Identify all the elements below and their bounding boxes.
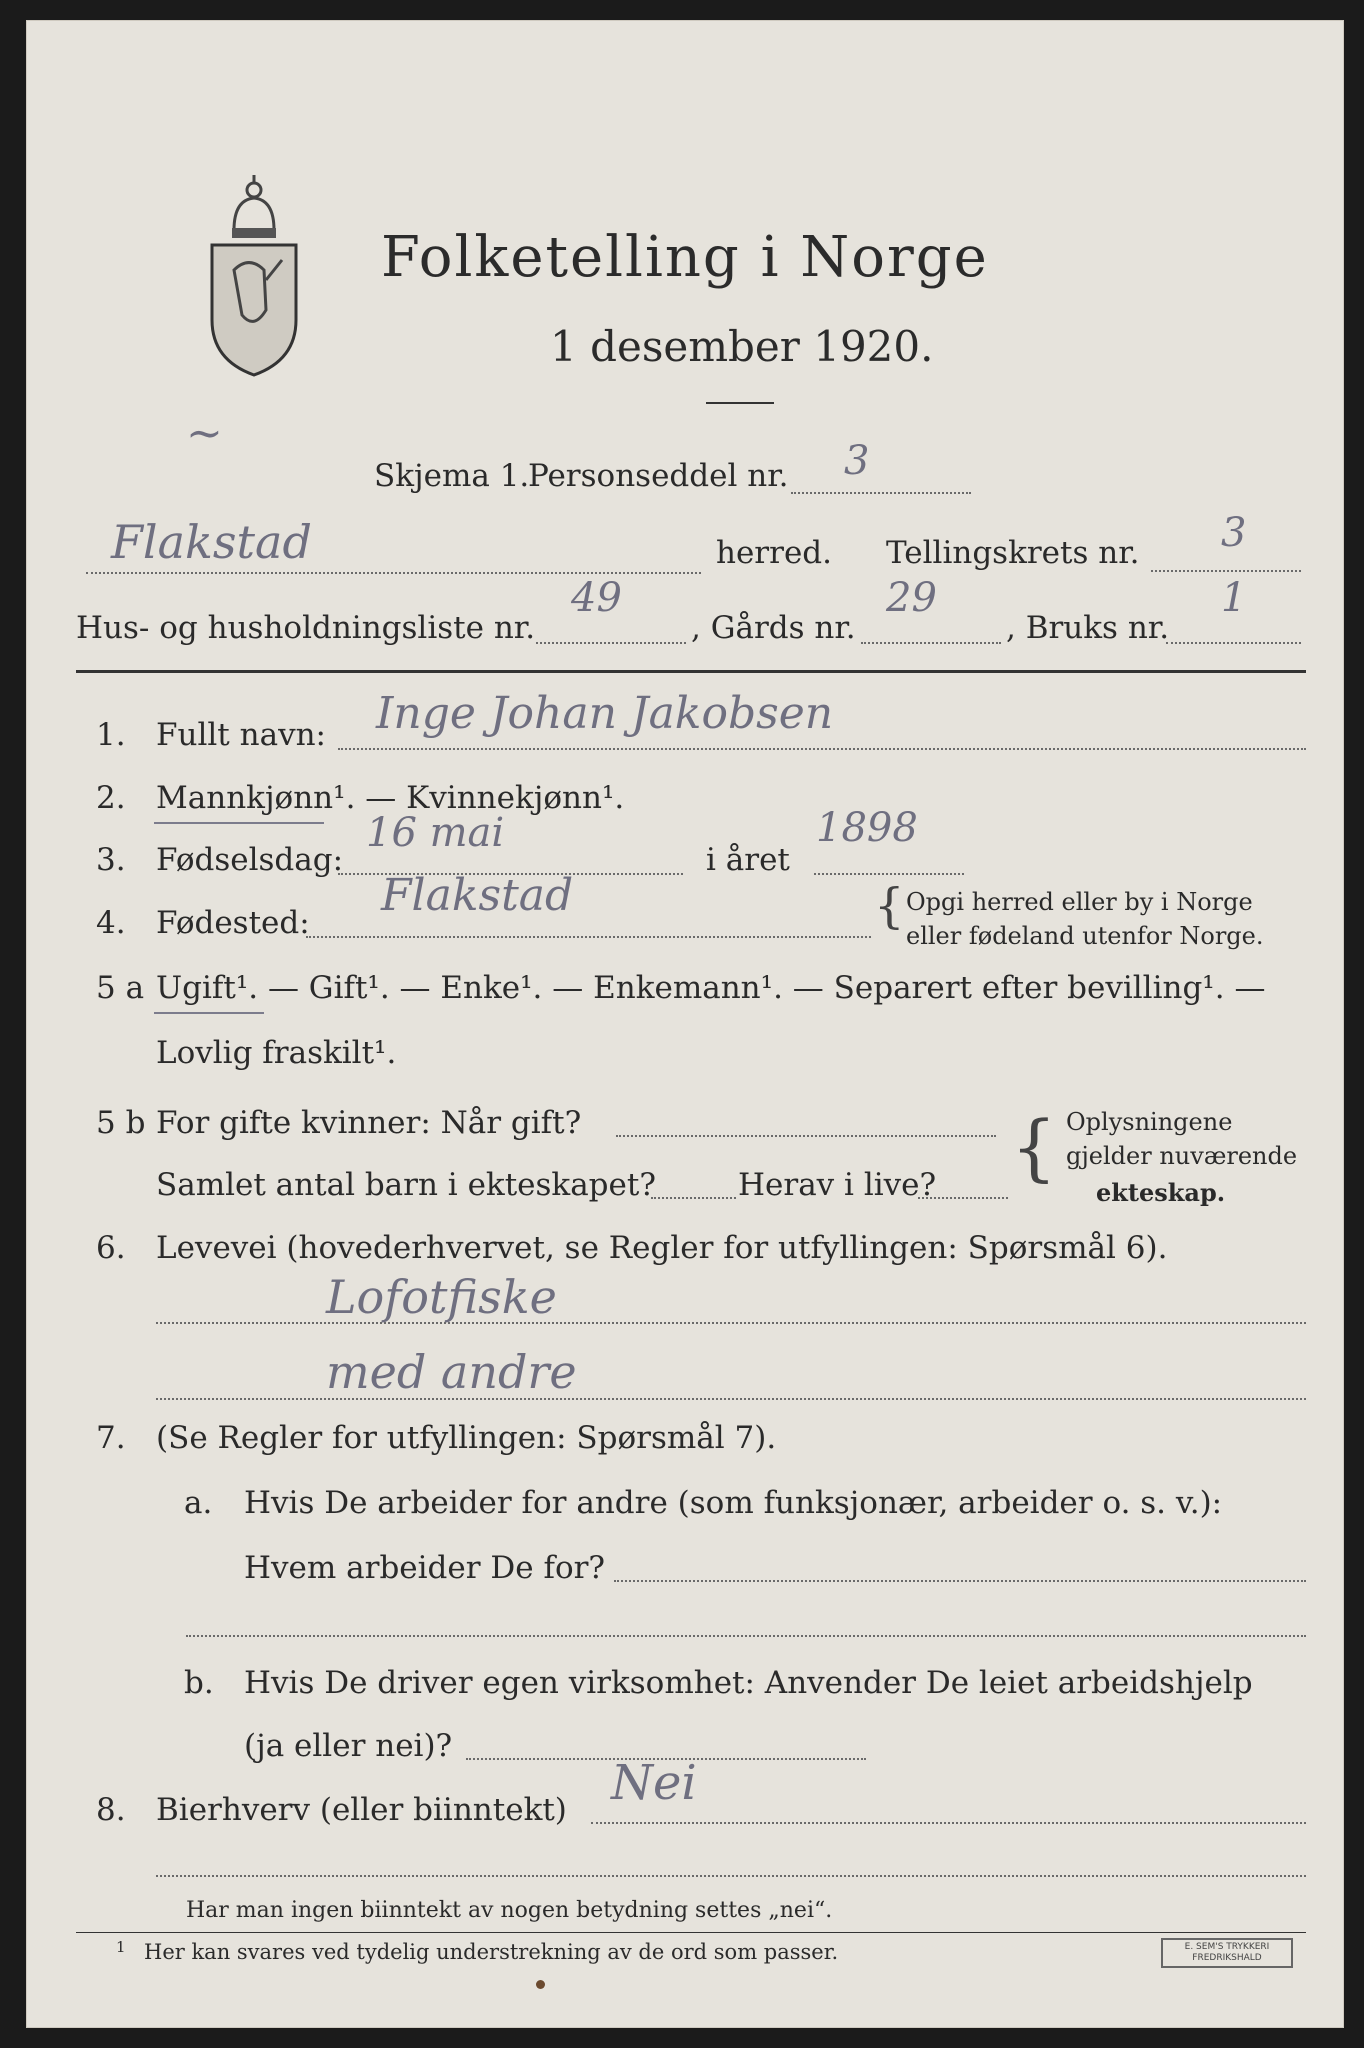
q7b-line1: Hvis De driver egen virksomhet: Anvender De leiet arbeidshjelp xyxy=(244,1665,1253,1701)
bruks-line xyxy=(1166,642,1301,644)
title-divider xyxy=(706,402,774,404)
footer-rule xyxy=(76,1932,1306,1933)
occupation-value-line2[interactable]: med andre xyxy=(326,1345,577,1399)
side-income-value[interactable]: Nei xyxy=(611,1755,697,1811)
skjema-label: Skjema 1. xyxy=(374,458,530,494)
form-title: Folketelling i Norge xyxy=(381,225,989,290)
herred-label: herred. xyxy=(716,535,832,571)
q5a-selection-underline xyxy=(154,1012,264,1014)
gards-line xyxy=(861,642,1001,644)
q7b-line2: (ja eller nei)? xyxy=(244,1728,453,1764)
q5a-number: 5 a xyxy=(96,970,145,1006)
bruks-value[interactable]: 1 xyxy=(1221,575,1247,621)
q5b-alive-line xyxy=(918,1197,1008,1199)
census-form-sheet xyxy=(26,20,1344,2028)
q7-number: 7. xyxy=(96,1420,126,1456)
q5b-number: 5 b xyxy=(96,1105,146,1141)
birth-day-value[interactable]: 16 mai xyxy=(366,810,505,856)
q6-number: 6. xyxy=(96,1230,126,1266)
q1-number: 1. xyxy=(96,717,126,753)
personseddel-value[interactable]: 3 xyxy=(844,438,870,484)
q1-label: Fullt navn: xyxy=(156,717,326,753)
q7a-letter: a. xyxy=(184,1485,213,1521)
gards-label: , Gårds nr. xyxy=(691,610,856,646)
q2-selection-underline xyxy=(154,822,324,824)
hus-value[interactable]: 49 xyxy=(571,575,622,621)
q4-number: 4. xyxy=(96,905,126,941)
q7a-line2: Hvem arbeider De for? xyxy=(244,1550,606,1586)
footnote-text: Her kan svares ved tydelig understrekning av de ord som passer. xyxy=(144,1940,839,1964)
q5a-line2: Lovlig fraskilt¹. xyxy=(156,1035,397,1071)
birth-year-value[interactable]: 1898 xyxy=(816,805,918,851)
q3-year-line xyxy=(814,873,964,875)
q6-line2 xyxy=(156,1398,1306,1400)
q2-number: 2. xyxy=(96,780,126,816)
hus-line xyxy=(536,642,686,644)
census-date: 1 desember 1920. xyxy=(550,322,934,371)
q5a-line1: Ugift¹. — Gift¹. — Enke¹. — Enkemann¹. — Separert efter bevilling¹. — xyxy=(156,970,1266,1006)
footer-note: Har man ingen biinntekt av nogen betydning settes „nei“. xyxy=(186,1898,833,1923)
q6-label: Levevei (hovederhvervet, se Regler for utfyllingen: Spørsmål 6). xyxy=(156,1230,1168,1266)
tellingskrets-label: Tellingskrets nr. xyxy=(886,535,1140,571)
q4-label: Fødested: xyxy=(156,905,310,941)
q7a-line xyxy=(614,1580,1306,1582)
q8-extra-line xyxy=(156,1875,1306,1877)
q4-note-line2: eller fødeland utenfor Norge. xyxy=(906,922,1264,950)
q7a-extra-line xyxy=(186,1635,1306,1637)
printer-stamp: E. SEM'S TRYKKERI FREDRIKSHALD xyxy=(1161,1938,1293,1968)
q5b-note-line3: ekteskap. xyxy=(1096,1178,1226,1207)
handwritten-mark: ~ xyxy=(186,408,223,459)
q6-line1 xyxy=(156,1322,1306,1324)
occupation-value-line1[interactable]: Lofotfiske xyxy=(326,1270,557,1324)
q8-line xyxy=(591,1822,1306,1824)
q1-line xyxy=(338,748,1306,750)
gards-value[interactable]: 29 xyxy=(886,575,937,621)
bruks-label: , Bruks nr. xyxy=(1006,610,1170,646)
q7b-letter: b. xyxy=(184,1665,214,1701)
q5b-line1: For gifte kvinner: Når gift? xyxy=(156,1105,582,1141)
ink-spot xyxy=(536,1980,545,1989)
q7a-line1: Hvis De arbeider for andre (som funksjonær, arbeider o. s. v.): xyxy=(244,1485,1223,1521)
tellingskrets-line xyxy=(1151,570,1301,572)
q5b-married-line xyxy=(616,1135,996,1137)
q4-note-line1: Opgi herred eller by i Norge xyxy=(906,888,1253,916)
tellingskrets-value[interactable]: 3 xyxy=(1221,510,1247,556)
herred-value[interactable]: Flakstad xyxy=(111,515,312,569)
q5b-children-line xyxy=(651,1197,736,1199)
personseddel-line xyxy=(791,492,971,494)
q7-label: (Se Regler for utfyllingen: Spørsmål 7). xyxy=(156,1420,777,1456)
coat-of-arms-icon xyxy=(204,170,304,380)
q8-number: 8. xyxy=(96,1792,126,1828)
birthplace-value[interactable]: Flakstad xyxy=(381,870,574,921)
hus-label: Hus- og husholdningsliste nr. xyxy=(76,610,536,646)
q4-line xyxy=(306,936,871,938)
q5b-children-label: Samlet antal barn i ekteskapet? xyxy=(156,1167,656,1203)
q5b-brace: { xyxy=(1011,1105,1057,1189)
q5b-alive-label: Herav i live? xyxy=(738,1167,937,1203)
q3-year-label: i året xyxy=(706,842,790,878)
personseddel-label: Personseddel nr. xyxy=(528,458,789,494)
q3-number: 3. xyxy=(96,842,126,878)
q3-label: Fødselsdag: xyxy=(156,842,344,878)
q5b-note-line2: gjelder nuværende xyxy=(1066,1142,1298,1170)
q5b-note-line1: Oplysningene xyxy=(1066,1108,1233,1136)
footnote-mark: 1 xyxy=(116,1938,126,1956)
herred-line xyxy=(86,572,701,574)
full-name-value[interactable]: Inge Johan Jakobsen xyxy=(376,688,834,739)
q2-label: Mannkjønn¹. — Kvinnekjønn¹. xyxy=(156,780,625,816)
q8-label: Bierhverv (eller biinntekt) xyxy=(156,1792,567,1828)
header-rule xyxy=(76,670,1306,673)
q4-brace: { xyxy=(874,878,905,934)
